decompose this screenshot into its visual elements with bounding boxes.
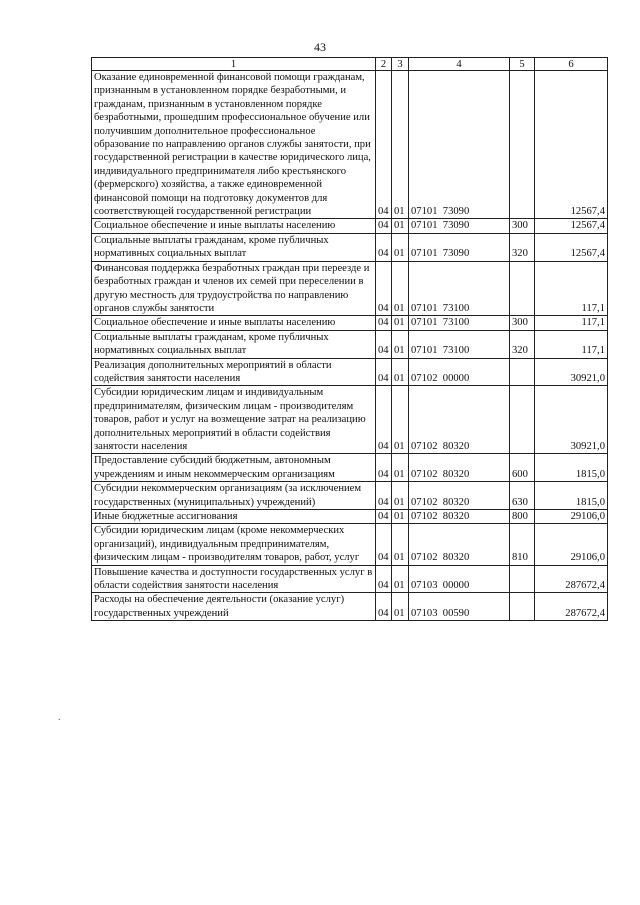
row-amount: 30921,0: [535, 358, 608, 386]
row-amount: 1815,0: [535, 454, 608, 482]
row-section-code: 04: [376, 386, 392, 454]
row-target-code: 07101 73090: [409, 233, 510, 261]
row-amount: 1815,0: [535, 482, 608, 510]
row-subsection-code: 01: [392, 71, 409, 219]
row-expense-type-code: 600: [510, 454, 535, 482]
row-section-code: 04: [376, 219, 392, 233]
row-expense-type-code: [510, 565, 535, 593]
row-amount: 30921,0: [535, 386, 608, 454]
table-row: [92, 454, 608, 482]
row-subsection-code: 01: [392, 219, 409, 233]
row-section-code: 04: [376, 593, 392, 621]
table-row: [92, 593, 608, 621]
row-expense-type-code: 300: [510, 219, 535, 233]
row-subsection-code: 01: [392, 233, 409, 261]
row-target-code: 07102 80320: [409, 524, 510, 565]
row-amount: 287672,4: [535, 593, 608, 621]
row-target-code: 07103 00590: [409, 593, 510, 621]
row-amount: 117,1: [535, 330, 608, 358]
header-row: [92, 58, 608, 71]
row-amount: 117,1: [535, 316, 608, 330]
row-target-code: 07102 00000: [409, 358, 510, 386]
row-expense-type-code: 630: [510, 482, 535, 510]
row-name: Финансовая поддержка безработных граждан при переезде и безработных граждан и членов их семей при переселении в другую местность для трудоустройства по направлению органов службы занятости: [92, 261, 376, 316]
row-amount: 12567,4: [535, 233, 608, 261]
header-col-2: 2: [376, 58, 392, 71]
row-target-code: 07101 73100: [409, 261, 510, 316]
row-expense-type-code: [510, 358, 535, 386]
row-amount: 29106,0: [535, 510, 608, 524]
header-col-5: 5: [510, 58, 535, 71]
row-section-code: 04: [376, 358, 392, 386]
row-name: Социальные выплаты гражданам, кроме публичных нормативных социальных выплат: [92, 330, 376, 358]
row-subsection-code: 01: [392, 330, 409, 358]
margin-mark: .: [58, 712, 61, 723]
row-subsection-code: 01: [392, 454, 409, 482]
row-name: Социальное обеспечение и иные выплаты населению: [92, 316, 376, 330]
header-col-4: 4: [409, 58, 510, 71]
row-name: Субсидии юридическим лицам (кроме некоммерческих организаций), индивидуальным предпринимателям, физическим лицам - производителям товаров, работ, услуг: [92, 524, 376, 565]
row-expense-type-code: 300: [510, 316, 535, 330]
header-col-3: 3: [392, 58, 409, 71]
row-target-code: 07103 00000: [409, 565, 510, 593]
table-row: [92, 219, 608, 233]
row-expense-type-code: 810: [510, 524, 535, 565]
row-section-code: 04: [376, 565, 392, 593]
row-target-code: 07102 80320: [409, 510, 510, 524]
row-name: Субсидии некоммерческим организациям (за исключением государственных (муниципальных) учреждений): [92, 482, 376, 510]
row-subsection-code: 01: [392, 358, 409, 386]
row-name: Расходы на обеспечение деятельности (оказание услуг) государственных учреждений: [92, 593, 376, 621]
row-target-code: 07102 80320: [409, 386, 510, 454]
row-section-code: 04: [376, 233, 392, 261]
row-section-code: 04: [376, 454, 392, 482]
row-target-code: 07102 80320: [409, 482, 510, 510]
row-name: Реализация дополнительных мероприятий в области содействия занятости населения: [92, 358, 376, 386]
row-amount: 117,1: [535, 261, 608, 316]
row-expense-type-code: [510, 71, 535, 219]
header-col-6: 6: [535, 58, 608, 71]
row-name: Социальные выплаты гражданам, кроме публичных нормативных социальных выплат: [92, 233, 376, 261]
row-section-code: 04: [376, 330, 392, 358]
row-target-code: 07101 73100: [409, 316, 510, 330]
row-section-code: 04: [376, 510, 392, 524]
row-expense-type-code: 320: [510, 330, 535, 358]
table-row: [92, 358, 608, 386]
row-name: Предоставление субсидий бюджетным, автономным учреждениям и иным некоммерческим организациям: [92, 454, 376, 482]
table-row: [92, 233, 608, 261]
row-target-code: 07101 73090: [409, 71, 510, 219]
row-amount: 287672,4: [535, 565, 608, 593]
row-section-code: 04: [376, 482, 392, 510]
row-section-code: 04: [376, 316, 392, 330]
table-row: [92, 261, 608, 316]
row-subsection-code: 01: [392, 316, 409, 330]
row-subsection-code: 01: [392, 482, 409, 510]
table-body: [92, 71, 608, 621]
table-row: [92, 510, 608, 524]
budget-table: [91, 57, 608, 621]
row-target-code: 07101 73090: [409, 219, 510, 233]
row-subsection-code: 01: [392, 261, 409, 316]
header-col-1: 1: [92, 58, 376, 71]
row-name: Иные бюджетные ассигнования: [92, 510, 376, 524]
row-amount: 12567,4: [535, 71, 608, 219]
row-name: Оказание единовременной финансовой помощи гражданам, признанным в установленном порядке безработными, и гражданам, признанным в установленном порядке безработными, прошедшим профессиональное обучение или получившим дополнительное профессиональное образование по направлению органов службы занятости, при государственной регистрации в качестве юридического лица, индивидуального предпринимателя либо крестьянского (фермерского) хозяйства, а также единовременной финансовой помощи на подготовку документов для соответствующей государственной регистрации: [92, 71, 376, 219]
row-subsection-code: 01: [392, 524, 409, 565]
row-amount: 12567,4: [535, 219, 608, 233]
row-expense-type-code: 320: [510, 233, 535, 261]
row-subsection-code: 01: [392, 386, 409, 454]
row-expense-type-code: [510, 261, 535, 316]
row-subsection-code: 01: [392, 565, 409, 593]
row-name: Повышение качества и доступности государственных услуг в области содействия занятости населения: [92, 565, 376, 593]
row-target-code: 07101 73100: [409, 330, 510, 358]
row-section-code: 04: [376, 71, 392, 219]
row-name: Субсидии юридическим лицам и индивидуальным предпринимателям, физическим лицам - производителям товаров, работ и услуг на возмещение затрат на реализацию дополнительных мероприятий в области содействия занятости населения: [92, 386, 376, 454]
row-name: Социальное обеспечение и иные выплаты населению: [92, 219, 376, 233]
row-section-code: 04: [376, 524, 392, 565]
table-row: [92, 524, 608, 565]
row-expense-type-code: 800: [510, 510, 535, 524]
page-number: 43: [314, 40, 326, 54]
table-row: [92, 386, 608, 454]
row-subsection-code: 01: [392, 510, 409, 524]
row-subsection-code: 01: [392, 593, 409, 621]
table-row: [92, 482, 608, 510]
row-amount: 29106,0: [535, 524, 608, 565]
table-row: [92, 330, 608, 358]
table-row: [92, 71, 608, 219]
table-row: [92, 565, 608, 593]
row-expense-type-code: [510, 593, 535, 621]
row-section-code: 04: [376, 261, 392, 316]
table-row: [92, 316, 608, 330]
row-expense-type-code: [510, 386, 535, 454]
row-target-code: 07102 80320: [409, 454, 510, 482]
